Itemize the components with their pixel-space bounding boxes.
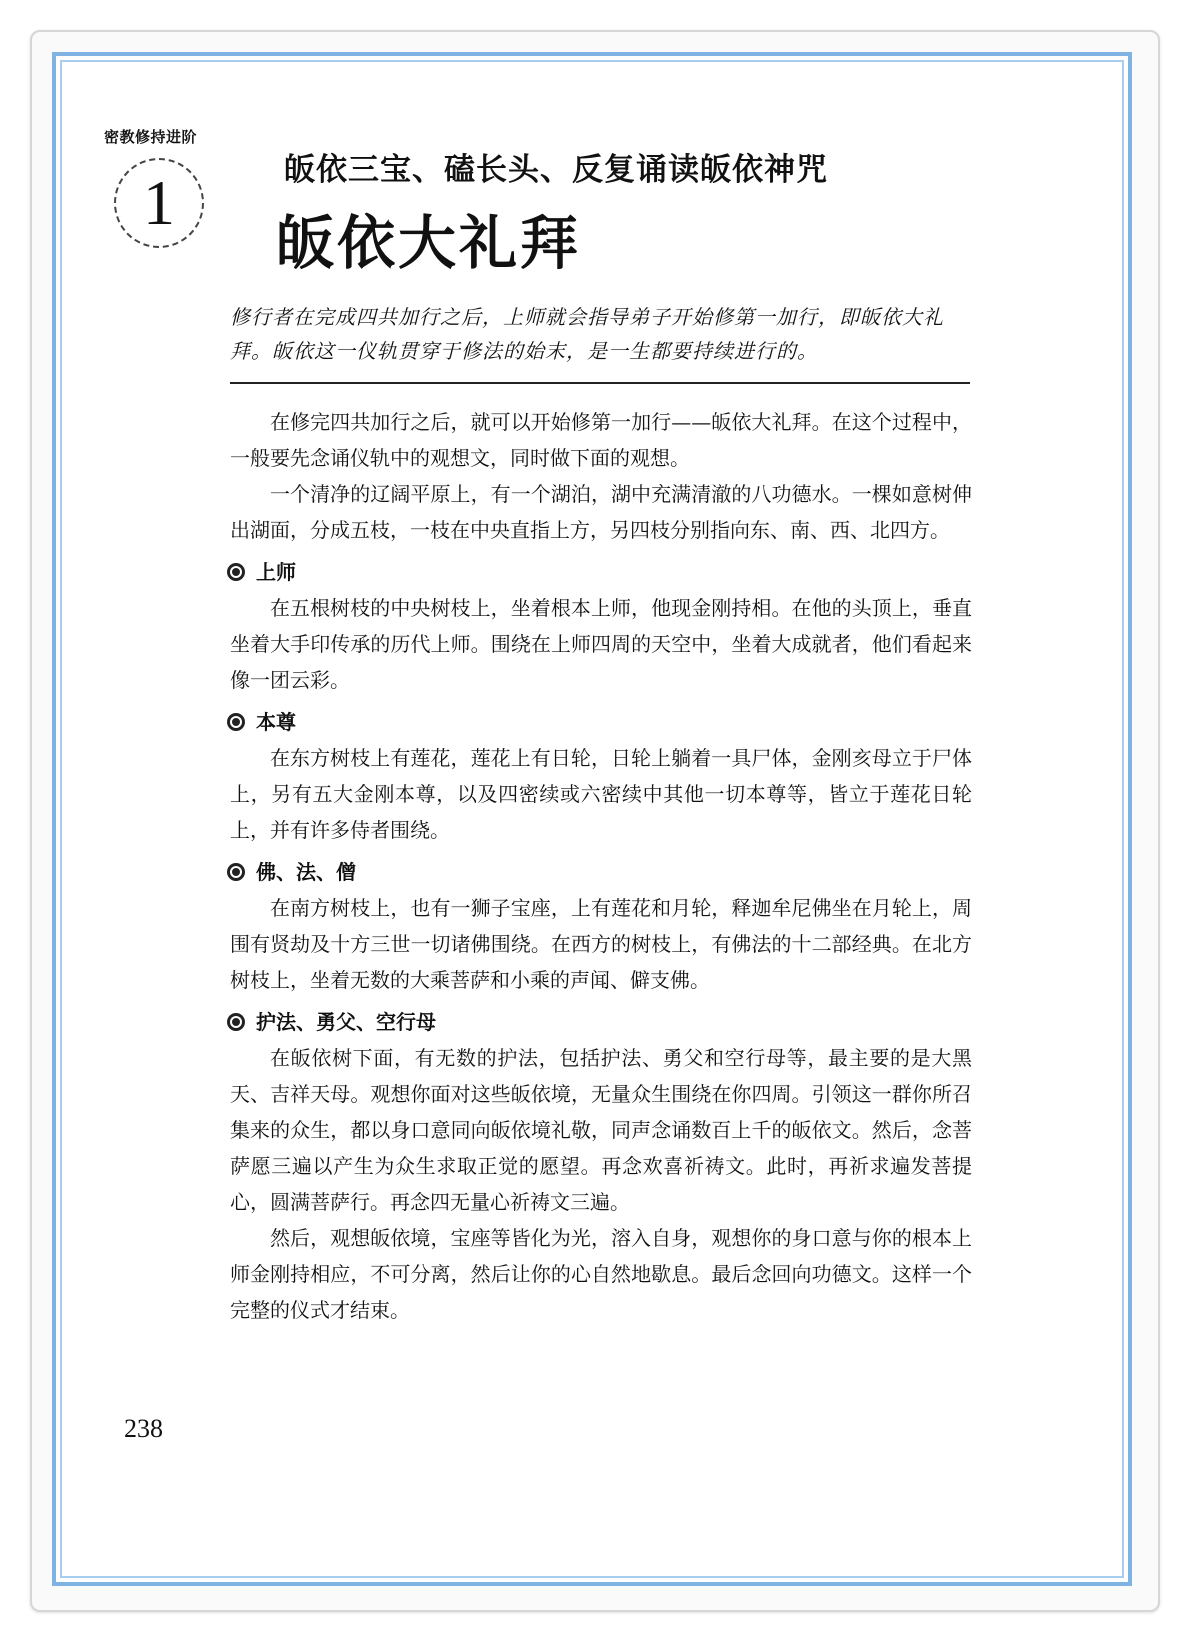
section-heading [230,854,972,890]
section-heading [230,554,972,590]
series-label: 密教修持进阶 [104,128,198,146]
book-page [52,52,1132,1586]
flower-bullet-icon [230,566,242,578]
body-paragraph: 在修完四共加行之后，就可以开始修第一加行——皈依大礼拜。在这个过程中，一般要先念诵仪轨中的观想文，同时做下面的观想。 [230,410,972,470]
flower-bullet-icon [230,1016,242,1028]
chapter-subtitle: 皈依三宝、磕长头、反复诵读皈依神咒 [284,152,828,188]
body-paragraph: 一个清净的辽阔平原上，有一个湖泊，湖中充满清澈的八功德水。一棵如意树伸出湖面，分成五枝，一枝在中央直指上方，另四枝分别指向东、南、西、北四方。 [230,482,972,542]
section-heading [230,704,972,740]
section-heading-label: 上师 [256,560,296,584]
section-heading [230,1004,972,1040]
flower-bullet-icon [230,716,242,728]
divider-rule [230,382,970,384]
chapter-body [230,404,972,1328]
body-paragraph: 在东方树枝上有莲花，莲花上有日轮，日轮上躺着一具尸体，金刚亥母立于尸体上，另有五大金刚本尊，以及四密续或六密续中其他一切本尊等，皆立于莲花日轮上，并有许多侍者围绕。 [230,746,972,842]
section-heading-label: 本尊 [256,710,296,734]
chapter-intro: 修行者在完成四共加行之后，上师就会指导弟子开始修第一加行，即皈依大礼拜。皈依这一仪轨贯穿于修法的始末，是一生都要持续进行的。 [230,305,944,363]
page-number: 238 [124,1414,163,1443]
body-paragraph: 在南方树枝上，也有一狮子宝座，上有莲花和月轮，释迦牟尼佛坐在月轮上，周围有贤劫及十方三世一切诸佛围绕。在西方的树枝上，有佛法的十二部经典。在北方树枝上，坐着无数的大乘菩萨和小乘的声闻、僻支佛。 [230,896,972,992]
chapter-number: 1 [143,167,175,238]
flower-bullet-icon [230,866,242,878]
body-paragraph: 在五根树枝的中央树枝上，坐着根本上师，他现金刚持相。在他的头顶上，垂直坐着大手印传承的历代上师。围绕在上师四周的天空中，坐着大成就者，他们看起来像一团云彩。 [230,596,972,692]
section-heading-label: 护法、勇父、空行母 [256,1010,436,1034]
body-paragraph: 然后，观想皈依境，宝座等皆化为光，溶入自身，观想你的身口意与你的根本上师金刚持相应，不可分离，然后让你的心自然地歇息。最后念回向功德文。这样一个完整的仪式才结束。 [230,1226,972,1322]
chapter-title: 皈依大礼拜 [276,209,582,277]
chapter-number-badge [114,158,204,248]
section-heading-label: 佛、法、僧 [256,860,356,884]
body-paragraph: 在皈依树下面，有无数的护法，包括护法、勇父和空行母等，最主要的是大黑天、吉祥天母。观想你面对这些皈依境，无量众生围绕在你四周。引领这一群你所召集来的众生，都以身口意同向皈依境礼敬，同声念诵数百上千的皈依文。然后，念菩萨愿三遍以产生为众生求取正觉的愿望。再念欢喜祈祷文。此时，再祈求遍发菩提心，圆满菩萨行。再念四无量心祈祷文三遍。 [230,1046,972,1214]
